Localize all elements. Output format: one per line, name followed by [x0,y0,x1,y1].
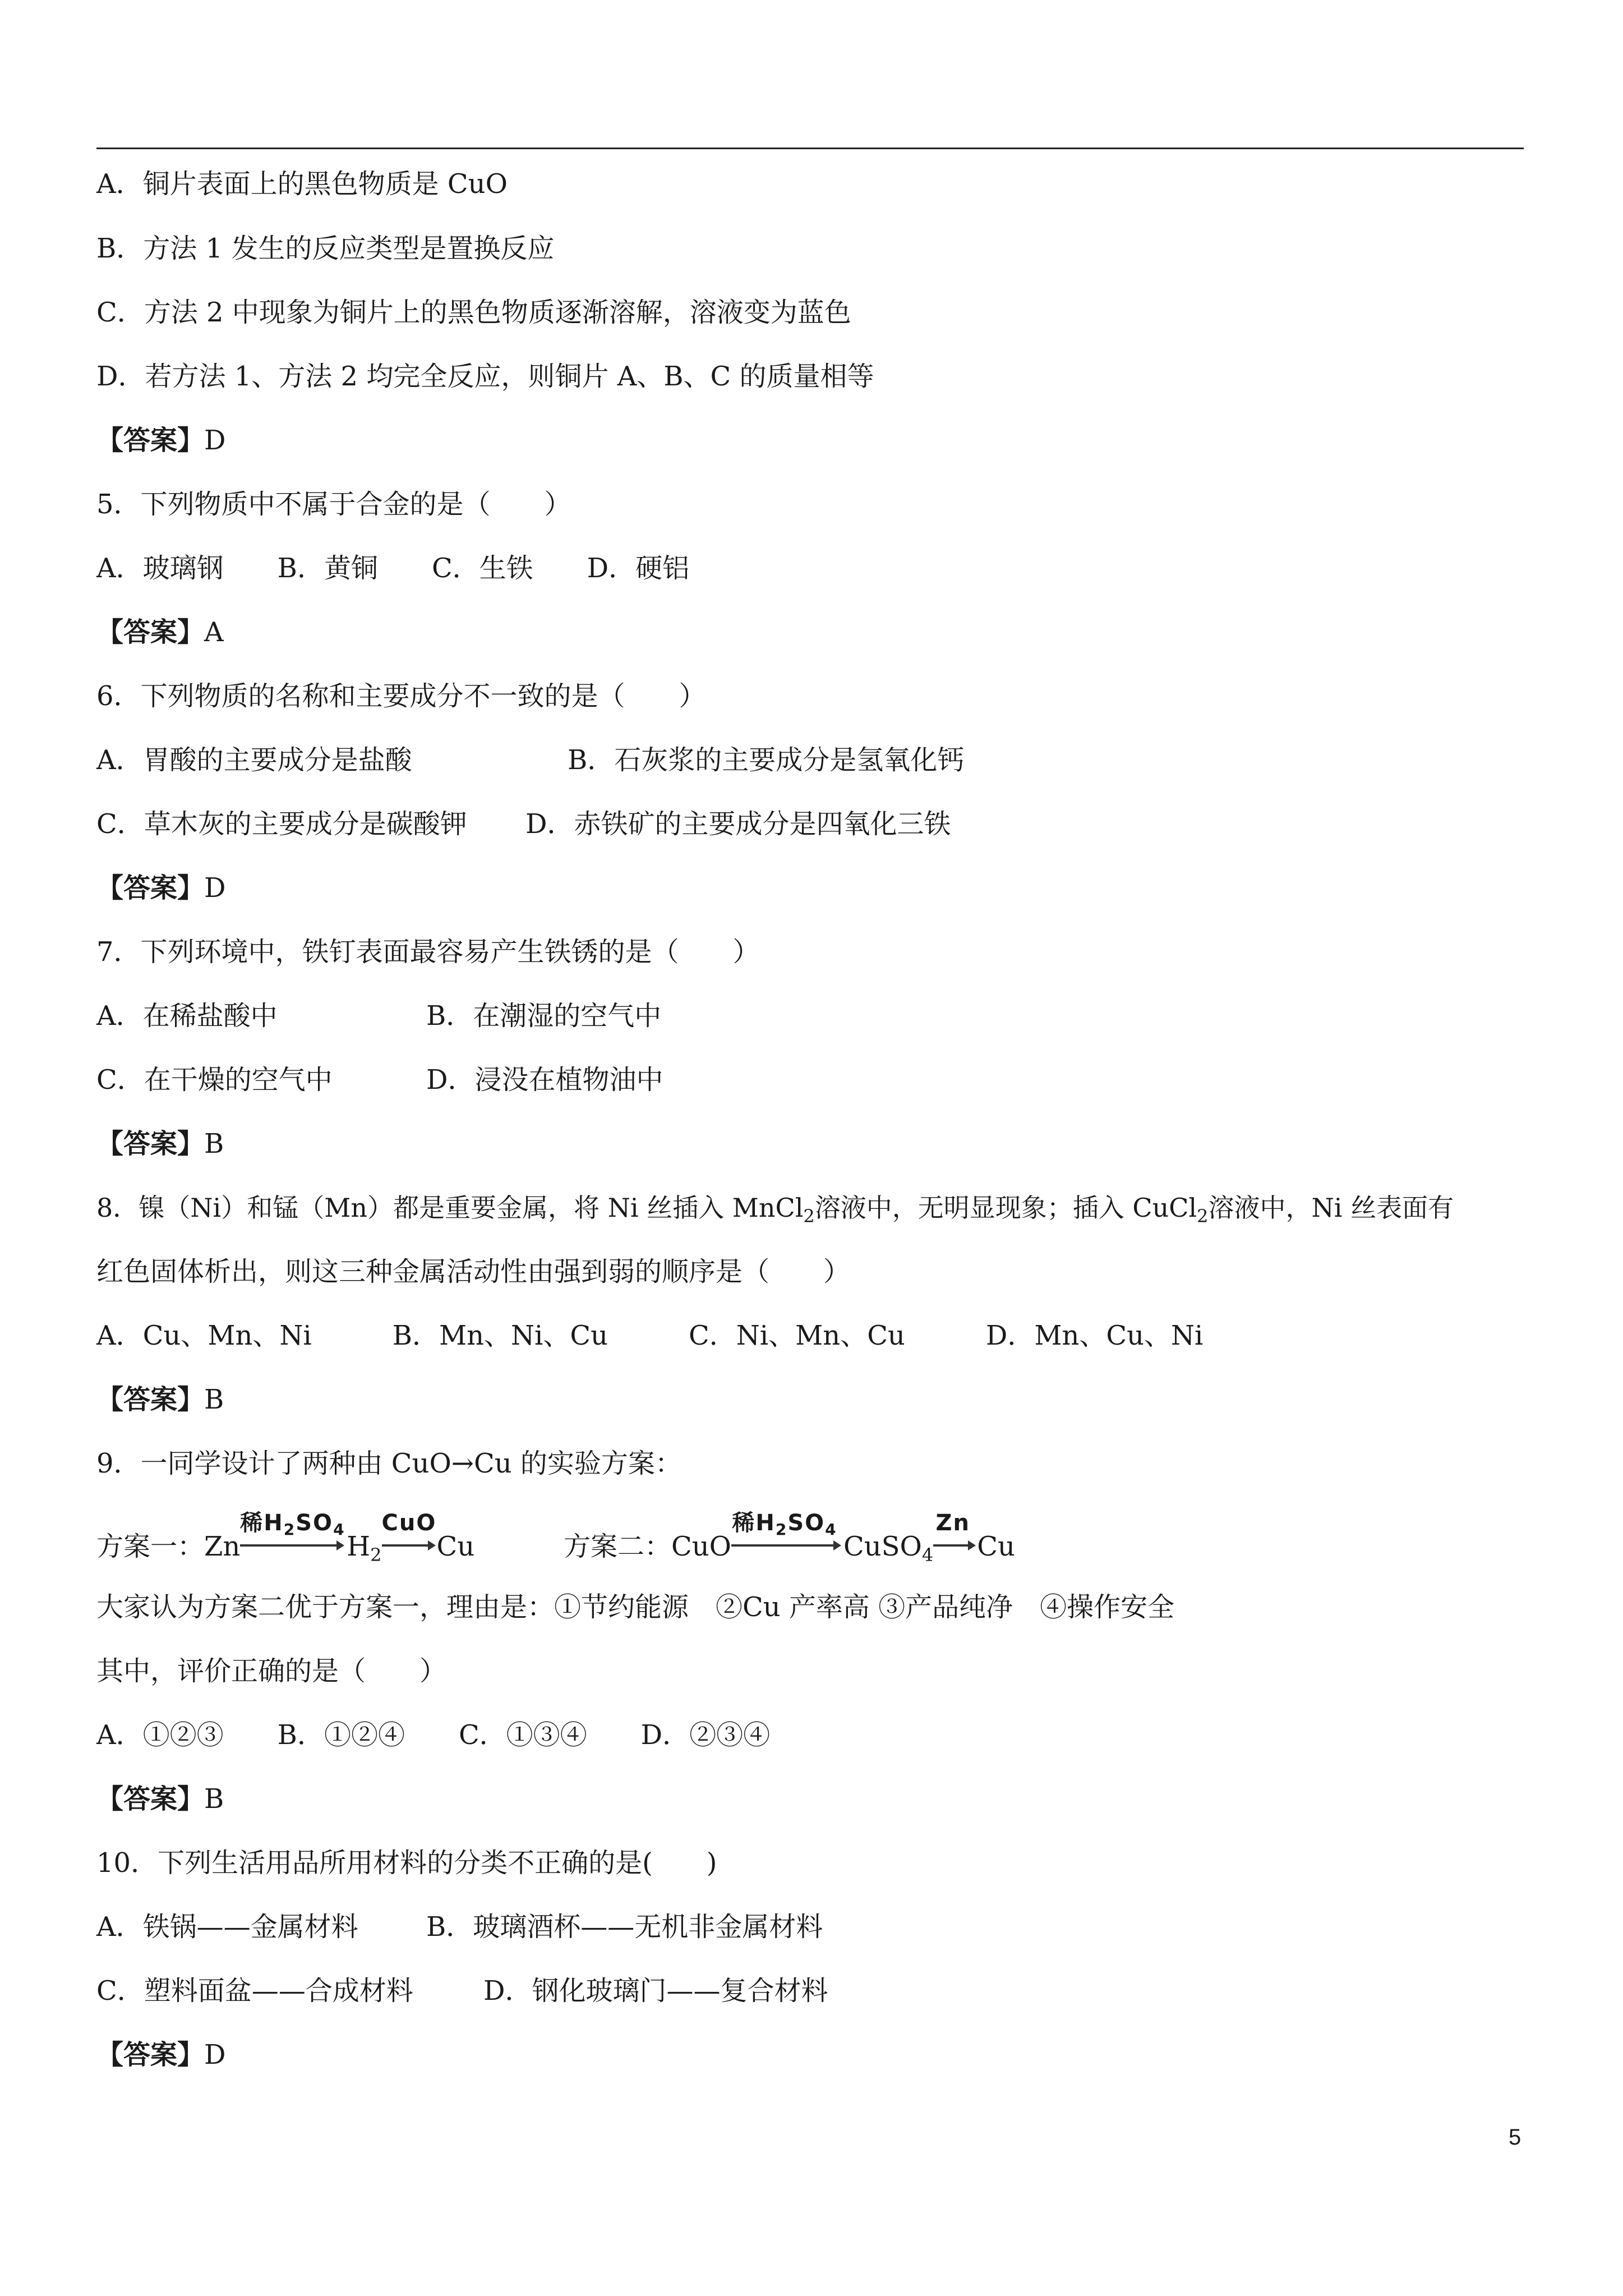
answer-value: B [204,1783,224,1815]
page-number: 5 [1509,2125,1521,2150]
answer-label: 【答案】 [96,1384,205,1415]
q9-options: A．①②③ B．①②④ C．①③④ D．②③④ [96,1719,771,1751]
q7-option-a: A．在稀盐酸中 [96,1000,278,1032]
q9-plan-1: 方案一：Zn 稀$H_2SO_4$ $H_2$ CuO Cu [96,1510,475,1566]
answer-value: D [204,425,226,456]
header-rule [96,148,1524,149]
q6-option-d: D．赤铁矿的主要成分是四氧化三铁 [525,808,951,840]
reaction-arrow-icon: 稀$H_2SO_4$ [731,1522,838,1556]
answer-value: B [204,1384,224,1415]
answer-value: A [204,616,224,648]
q7-option-b: B．在潮湿的空气中 [426,1000,662,1032]
q4-answer [96,424,226,457]
answer-value: D [204,2039,226,2070]
answer-label: 【答案】 [96,2039,205,2070]
answer-value: D [204,872,226,904]
q6-option-b: B．石灰浆的主要成分是氢氧化钙 [568,744,965,776]
q5-stem: 5．下列物质中不属于合金的是（ ） [96,489,571,520]
q6-stem: 6．下列物质的名称和主要成分不一致的是（ ） [96,680,706,712]
q6-option-c: C．草木灰的主要成分是碳酸钾 [96,808,467,840]
q9-reason: 大家认为方案二优于方案一，理由是：①节约能源 ②Cu 产率高 ③产品纯净 ④操作安全 [96,1591,1175,1623]
q9-answer [96,1782,224,1816]
q8-answer [96,1383,224,1416]
q10-option-d: D．钢化玻璃门——复合材料 [483,1975,828,2007]
answer-label: 【答案】 [96,425,205,456]
answer-label: 【答案】 [96,616,205,648]
q8-options: A．Cu、Mn、Ni B．Mn、Ni、Cu C．Ni、Mn、Cu D．Mn、Cu、Ni [96,1320,1204,1351]
q7-stem: 7．下列环境中，铁钉表面最容易产生铁锈的是（ ） [96,936,760,968]
q10-option-a: A．铁锅——金属材料 [96,1911,358,1943]
q7-answer [96,1127,224,1161]
q10-option-c: C．塑料面盆——合成材料 [96,1975,413,2007]
q10-option-b: B．玻璃酒杯——无机非金属材料 [426,1911,823,1943]
q4-option-a: A．铜片表面上的黑色物质是 CuO [96,168,508,200]
q9-plan-2: 方案二：CuO 稀$H_2SO_4$ CuSO$_4$ Zn Cu [564,1510,1015,1566]
q5-options: A．玻璃钢 B．黄铜 C．生铁 D．硬铝 [96,553,690,584]
answer-value: B [204,1128,224,1159]
q4-option-b: B．方法 1 发生的反应类型是置换反应 [96,233,555,264]
answer-label: 【答案】 [96,1128,205,1159]
q4-option-c: C．方法 2 中现象为铜片上的黑色物质逐渐溶解，溶液变为蓝色 [96,297,851,328]
q10-stem: 10．下列生活用品所用材料的分类不正确的是( ) [96,1847,717,1879]
q7-option-d: D．浸没在植物油中 [426,1064,663,1096]
reaction-arrow-icon: CuO [382,1522,432,1556]
reaction-arrow-icon: 稀$H_2SO_4$ [240,1522,341,1556]
q6-option-a: A．胃酸的主要成分是盐酸 [96,744,412,776]
q9-stem: 9．一同学设计了两种由 CuO→Cu 的实验方案： [96,1448,682,1479]
reaction-arrow-icon: Zn [933,1522,972,1556]
q8-stem-line1: 8．镍（Ni）和锰（Mn）都是重要金属，将 Ni 丝插入 MnCl$_2$溶液中，无明显现象；插入 CuCl$_2$溶液中，Ni 丝表面有 [96,1193,1454,1227]
q10-answer [96,2038,226,2072]
answer-label: 【答案】 [96,872,205,904]
q8-stem-line2: 红色固体析出，则这三种金属活动性由强到弱的顺序是（ ） [96,1256,851,1287]
q7-option-c: C．在干燥的空气中 [96,1064,333,1096]
q6-answer [96,871,226,905]
q5-answer [96,615,224,649]
q4-option-d: D．若方法 1、方法 2 均完全反应，则铜片 A、B、C 的质量相等 [96,361,874,392]
q9-question: 其中，评价正确的是（ ） [96,1655,447,1687]
answer-label: 【答案】 [96,1783,205,1815]
